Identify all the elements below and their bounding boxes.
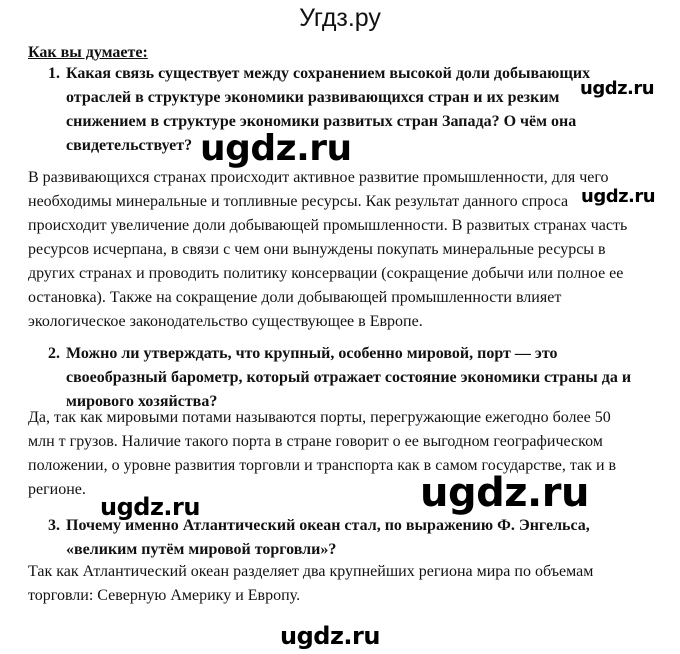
question-number: 3.	[48, 517, 60, 534]
question-line: Какая связь существует между сохранением высокой доли добывающих	[66, 65, 591, 82]
answer-line: торговли: Северную Америку и Европу.	[28, 587, 301, 604]
watermark: ugdz.ru	[420, 470, 589, 516]
question-line: отраслей в структуре экономики развивающихся стран и их резким	[66, 89, 560, 106]
answer-line: остановка). Также на сокращение доли добывающей промышленности влияет	[28, 289, 562, 306]
question-line: Почему именно Атлантический океан стал, по выражению Ф. Энгельса,	[66, 517, 590, 534]
answer-1	[28, 166, 668, 334]
answer-line: необходимы минеральные и топливные ресурсы. Как результат данного спроса	[28, 193, 569, 210]
answer-line: Да, так как мировыми потами называются порты, перегружающие ежегодно более 50	[28, 409, 611, 426]
answer-line: экологическое законодательство существующее в Европе.	[28, 313, 423, 330]
answer-3	[28, 560, 668, 608]
question-line: мирового хозяйства?	[66, 393, 218, 410]
site-title: Угдз.ру	[299, 4, 381, 32]
answer-line: Так как Атлантический океан разделяет два крупнейших региона мира по объемам	[28, 563, 594, 580]
answer-line: В развивающихся странах происходит активное развитие промышленности, для чего	[28, 169, 609, 186]
section-heading: Как вы думаете:	[28, 44, 148, 61]
answer-line: млн т грузов. Наличие такого порта в стране говорит о ее выгодном географическом	[28, 433, 603, 450]
question-line: Можно ли утверждать, что крупный, особенно мировой, порт — это	[66, 345, 558, 362]
watermark: ugdz.ru	[580, 78, 655, 99]
watermark: ugdz.ru	[200, 128, 352, 169]
question-number: 2.	[48, 345, 60, 362]
question-2	[48, 342, 631, 414]
answer-line: ресурсов исчерпана, в связи с чем они вынуждены покупать минеральные ресурсы в	[28, 241, 606, 258]
watermark: ugdz.ru	[581, 186, 656, 207]
question-line: свидетельствует?	[66, 137, 193, 154]
answer-line: других странах и проводить политику консервации (сокращение добычи или полное ее	[28, 265, 624, 282]
question-line: своеобразный барометр, который отражает состояние экономики страны да и	[66, 369, 632, 386]
question-number: 1.	[48, 65, 60, 82]
question-line: «великим путём мировой торговли»?	[66, 541, 337, 558]
question-line: снижением в структуре экономики развитых стран Запада? О чём она	[66, 113, 577, 130]
answer-line: происходит увеличение доли добывающей промышленности. В развитых странах часть	[28, 217, 628, 234]
question-3	[48, 514, 590, 562]
watermark: ugdz.ru	[280, 622, 380, 650]
answer-line: регионе.	[28, 481, 86, 498]
watermark: ugdz.ru	[100, 493, 200, 521]
answer-line: положении, о уровне развития торговли и транспорта как в самом государстве, так и в	[28, 457, 617, 474]
